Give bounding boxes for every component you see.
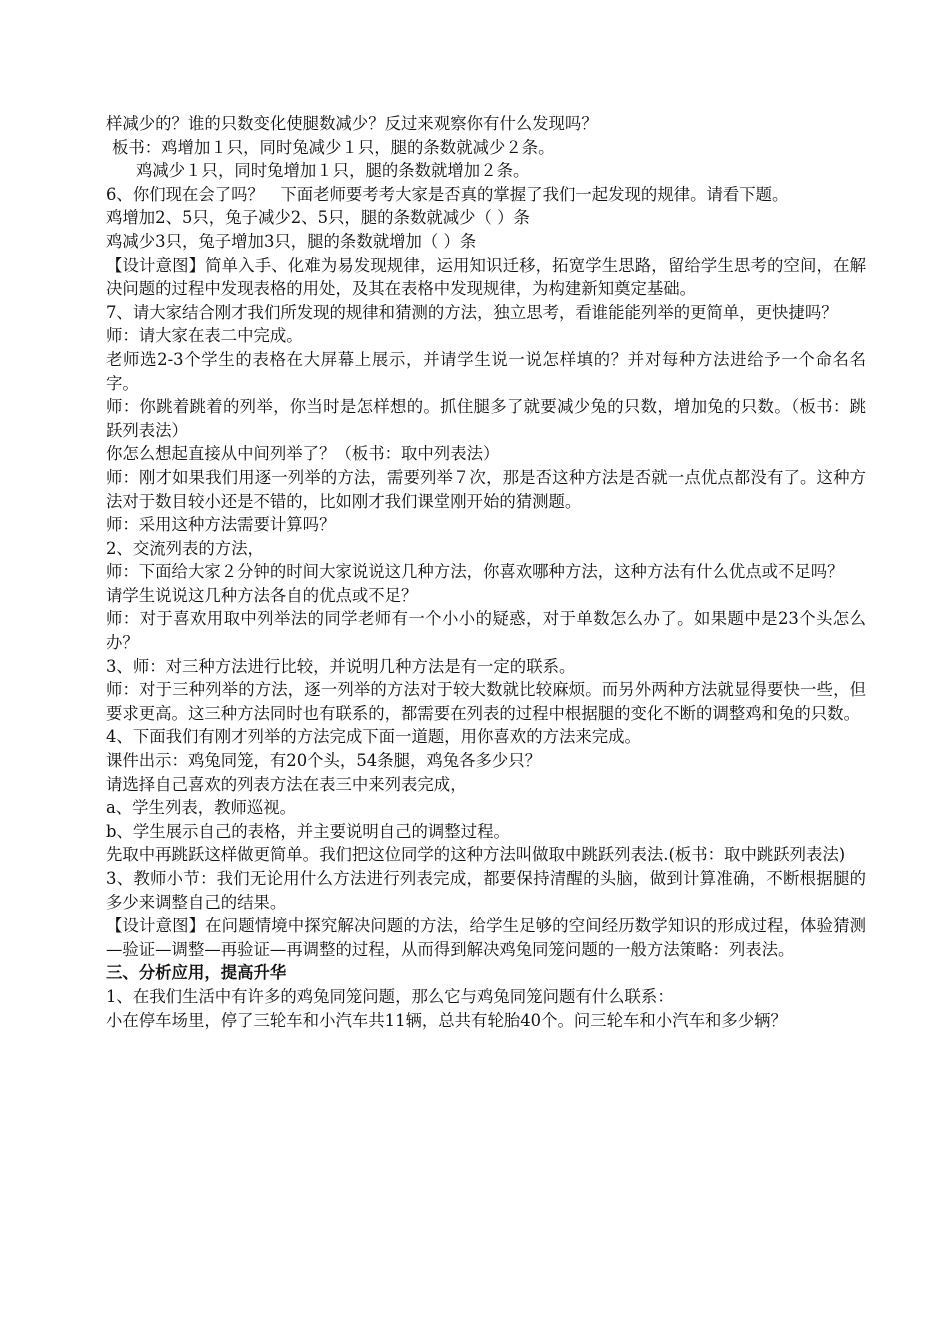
text-line: 先取中再跳跃这样做更简单。我们把这位同学的这种方法叫做取中跳跃列表法.(板书：取中跳跃列表法) <box>106 845 846 865</box>
text-line: 老师选2-3个学生的表格在大屏幕上展示，并请学生说一说怎样填的？并对每种方法进给予一个命名名字。 <box>106 349 866 393</box>
text-line: 师：采用这种方法需要计算吗？ <box>106 515 336 535</box>
text-line: 7、请大家结合刚才我们所发现的规律和猜测的方法，独立思考，看谁能能列举的更简单，更快捷吗？ <box>106 302 838 322</box>
text-line: 请学生说说这几种方法各自的优点或不足？ <box>106 585 418 605</box>
text-line: 1、在我们生活中有许多的鸡兔同笼问题，那么它与鸡兔同笼问题有什么联系： <box>106 986 674 1006</box>
text-line: 师：你跳着跳着的列举，你当时是怎样想的。抓住腿多了就要减少兔的只数，增加兔的只数。（板书：跳跃列表法） <box>106 397 866 440</box>
text-line: 师：请大家在表二中完成。 <box>106 326 303 346</box>
text-line: 3、教师小节：我们无论用什么方法进行列表完成，都要保持清醒的头脑，做到计算准确，不断根据腿的多少来调整自己的结果。 <box>106 869 866 912</box>
text-line: 小在停车场里，停了三轮车和小汽车共11辆，总共有轮胎40个。问三轮车和小汽车和多少辆？ <box>106 1010 787 1030</box>
section-heading: 三、分析应用，提高升华 <box>106 963 287 983</box>
text-line: 6、你们现在会了吗？ 下面老师要考考大家是否真的掌握了我们一起发现的规律。请看下题。 <box>106 184 789 204</box>
text-line: 师：下面给大家２分钟的时间大家说说这几种方法，你喜欢哪种方法，这种方法有什么优点或不足吗？ <box>106 562 844 582</box>
text-line: 鸡减少3只，兔子增加3只，腿的条数就增加（ ）条 <box>106 231 477 251</box>
text-line: 样减少的？谁的只数变化使腿数减少？反过来观察你有什么发现吗？ <box>106 114 598 133</box>
text-line: 4、下面我们有刚才列举的方法完成下面一道题，用你喜欢的方法来完成。 <box>106 727 641 747</box>
text-line: 师：对于喜欢用取中列举法的同学老师有一个小小的疑惑，对于单数怎么办了。如果题中是23个头怎么办？ <box>106 609 866 653</box>
text-line: 师：对于三种列举的方法，逐一列举的方法对于较大数就比较麻烦。而另外两种方法就显得要快一些，但要求更高。这三种方法同时也有联系的，都需要在列表的过程中根据腿的变化不断的调整鸡和兔的只数。 <box>106 680 866 723</box>
text-line: 3、师：对三种方法进行比较，并说明几种方法是有一定的联系。 <box>106 656 576 676</box>
text-line: 鸡增加2、5只，兔子减少2、5只，腿的条数就减少（ ）条 <box>106 208 530 228</box>
text-line: 板书：鸡增加１只，同时兔减少１只，腿的条数就减少２条。 <box>112 137 555 157</box>
design-intent-paragraph: 【设计意图】简单入手、化难为易发现规律，运用知识迁移，拓宽学生思路，留给学生思考的空间，在解决问题的过程中发现表格的用处，及其在表格中发现规律，为构建新知奠定基础。 <box>106 255 866 299</box>
document-body <box>106 112 866 1032</box>
text-line: 课件出示：鸡兔同笼，有20个头，54条腿，鸡兔各多少只？ <box>106 751 542 771</box>
text-line: 2、交流列表的方法， <box>106 538 264 558</box>
text-line: 你怎么想起直接从中间列举了？（板书：取中列表法） <box>106 444 500 464</box>
text-line: b、学生展示自己的表格，并主要说明自己的调整过程。 <box>106 821 510 841</box>
text-line: 请选择自己喜欢的列表方法在表三中来列表完成， <box>106 774 467 794</box>
text-line: a、学生列表，教师巡视。 <box>106 798 297 818</box>
text-line: 师：刚才如果我们用逐一列举的方法，需要列举７次，那是否这种方法是否就一点优点都没有了。这种方法对于数目较小还是不错的，比如刚才我们课堂刚开始的猜测题。 <box>106 467 866 511</box>
text-line: 鸡减少１只，同时兔增加１只，腿的条数就增加２条。 <box>136 161 530 181</box>
design-intent-paragraph: 【设计意图】在问题情境中探究解决问题的方法，给学生足够的空间经历数学知识的形成过程，体验猜测—验证—调整—再验证—再调整的过程，从而得到解决鸡兔同笼问题的一般方法策略：列表法。 <box>106 916 866 959</box>
